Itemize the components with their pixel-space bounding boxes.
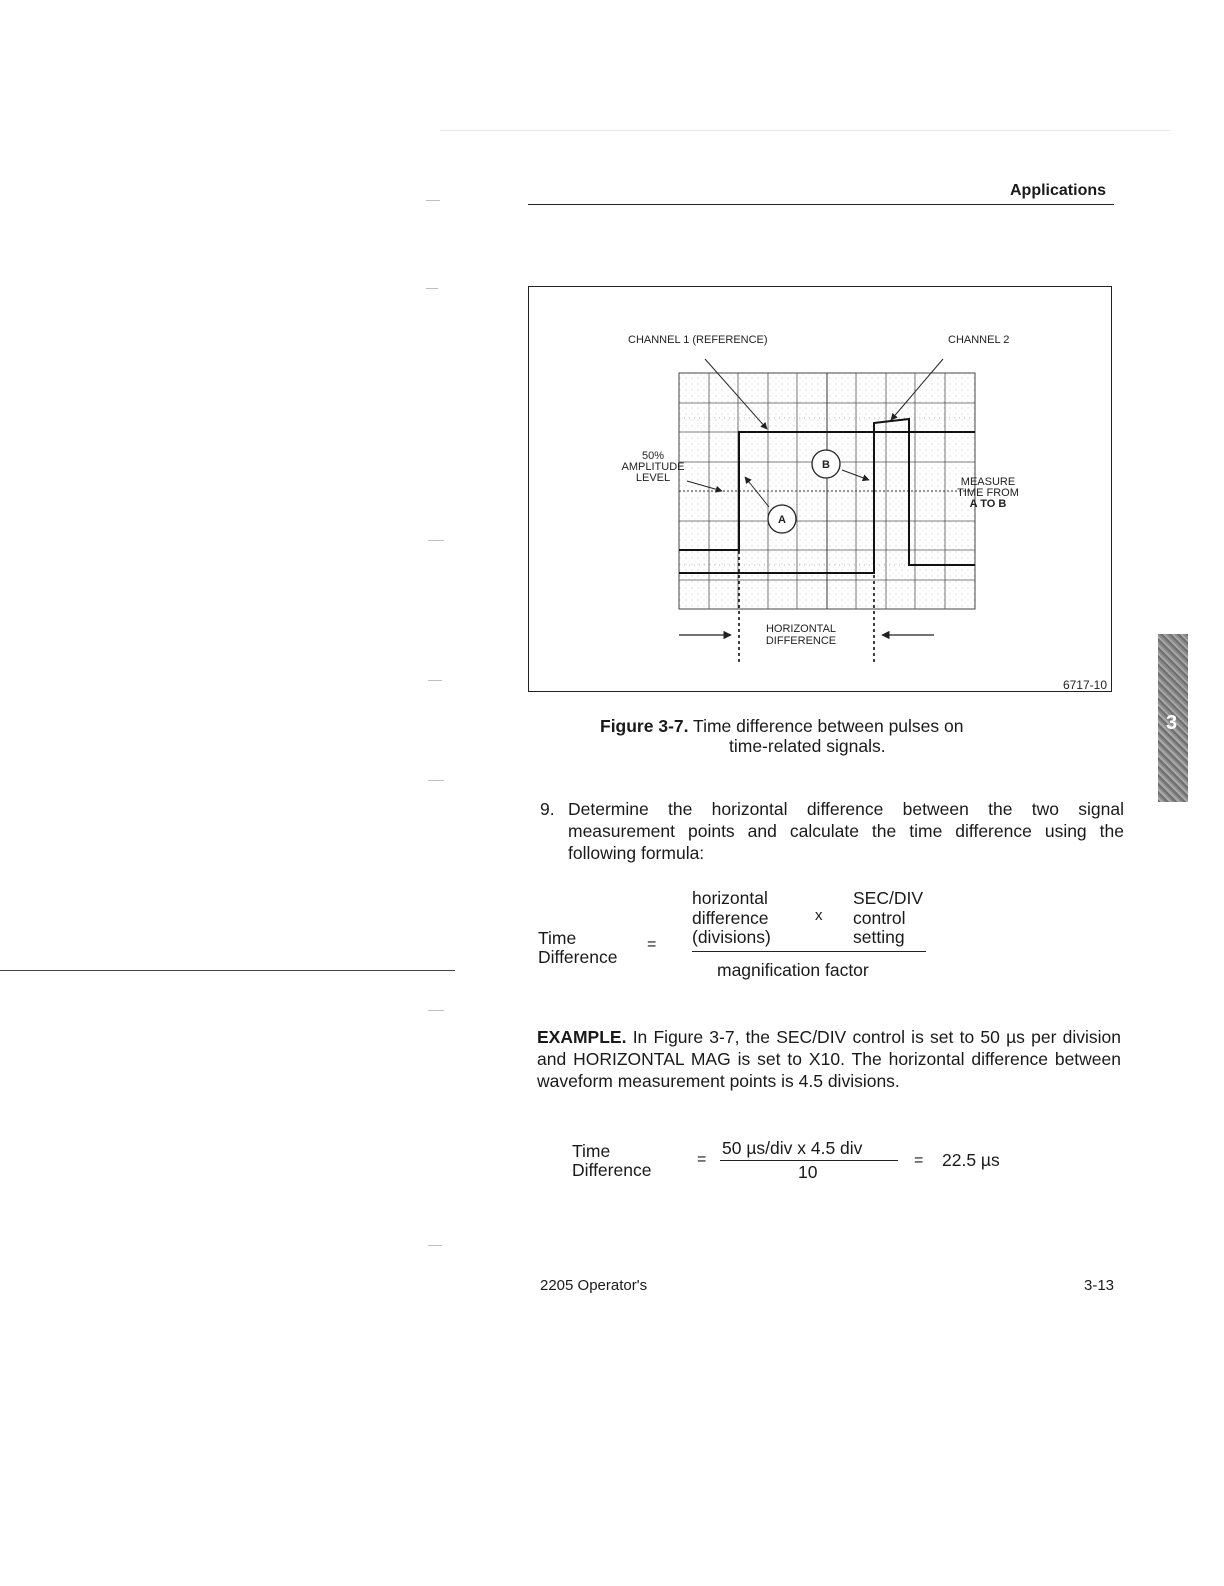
figure-caption-label: Figure 3-7. bbox=[600, 716, 689, 736]
measure-label-line3: A TO B bbox=[969, 498, 1007, 510]
amplitude-label-line3: LEVEL bbox=[635, 472, 671, 484]
formula-lhs-line2: Difference bbox=[538, 947, 618, 967]
example-formula-lhs-line2: Difference bbox=[572, 1160, 652, 1180]
example-formula-equals: = bbox=[697, 1151, 707, 1168]
figure-caption-line1: Time difference between pulses on bbox=[693, 716, 964, 736]
header-rule bbox=[528, 204, 1114, 205]
footer-manual-title: 2205 Operator's bbox=[540, 1277, 648, 1294]
step-9 bbox=[540, 798, 1124, 864]
example-formula-fraction-bar bbox=[720, 1160, 898, 1161]
measure-label-line2: TIME FROM bbox=[957, 487, 1019, 499]
formula-num1-line3: (divisions) bbox=[692, 927, 771, 947]
horizontal-diff-label-line1: HORIZONTAL bbox=[765, 623, 837, 635]
scan-mark bbox=[426, 200, 440, 201]
formula-denominator: magnification factor bbox=[717, 960, 869, 980]
formula-num2-line1: SEC/DIV bbox=[853, 888, 924, 908]
formula-lhs-line1: Time bbox=[538, 928, 577, 948]
formula-times: x bbox=[815, 907, 823, 924]
measure-label-line1: MEASURE bbox=[960, 476, 1016, 488]
scan-mark bbox=[428, 1010, 444, 1011]
section-tab-number: 3 bbox=[1166, 712, 1178, 734]
figure-3-7 bbox=[528, 286, 1112, 692]
example-text: In Figure 3-7, the SEC/DIV control is set to 50 µs per division and HORIZONTAL MAG is set to X10. The horizontal difference between waveform measurement points is 4.5 divisions. bbox=[537, 1027, 1121, 1091]
scan-mark bbox=[428, 780, 444, 781]
amplitude-label-line1: 50% bbox=[641, 450, 665, 462]
figure-caption-line2: time-related signals. bbox=[729, 736, 886, 756]
scan-mark bbox=[428, 680, 442, 681]
formula-num2-line2: control bbox=[853, 907, 906, 928]
formula-equals: = bbox=[647, 936, 657, 953]
section-tab bbox=[1158, 634, 1188, 802]
formula-numerator-term2 bbox=[853, 889, 923, 948]
scan-mark bbox=[428, 540, 444, 541]
example-formula-lhs-line1: Time bbox=[572, 1141, 611, 1161]
example-formula-result: 22.5 µs bbox=[942, 1150, 1000, 1170]
step-text: Determine the horizontal difference between the two signal measurement points and calculate the time difference using the following formula: bbox=[568, 799, 1124, 863]
scan-mark bbox=[428, 1245, 442, 1246]
channel-1-label: CHANNEL 1 (REFERENCE) bbox=[628, 334, 768, 346]
example-formula-denominator: 10 bbox=[798, 1162, 818, 1182]
figure-caption bbox=[600, 716, 964, 756]
margin-rule bbox=[0, 970, 455, 971]
point-a-label: A bbox=[778, 514, 786, 526]
page-header-title: Applications bbox=[1010, 182, 1107, 199]
example-formula-numerator: 50 µs/div x 4.5 div bbox=[722, 1138, 863, 1158]
formula-num1-line2: difference bbox=[692, 907, 769, 928]
point-b-label: B bbox=[822, 459, 830, 471]
scan-mark bbox=[440, 130, 1170, 131]
formula-num2-line3: setting bbox=[853, 927, 905, 947]
figure-id: 6717-10 bbox=[1062, 678, 1107, 692]
horizontal-diff-label-line2: DIFFERENCE bbox=[765, 635, 837, 647]
channel-2-label: CHANNEL 2 bbox=[948, 334, 1010, 346]
footer-page-number: 3-13 bbox=[1084, 1277, 1115, 1294]
scan-mark bbox=[426, 288, 438, 289]
amplitude-label-line2: AMPLITUDE bbox=[621, 461, 685, 473]
example-label: EXAMPLE. bbox=[537, 1027, 627, 1047]
example-formula-equals-2: = bbox=[914, 1152, 924, 1169]
formula-fraction-bar bbox=[692, 951, 926, 952]
formula-numerator-term1 bbox=[692, 889, 771, 948]
example-paragraph bbox=[537, 1026, 1121, 1092]
formula-num1-line1: horizontal bbox=[692, 888, 768, 908]
oscilloscope-diagram bbox=[529, 287, 1113, 693]
step-number: 9. bbox=[540, 799, 555, 819]
